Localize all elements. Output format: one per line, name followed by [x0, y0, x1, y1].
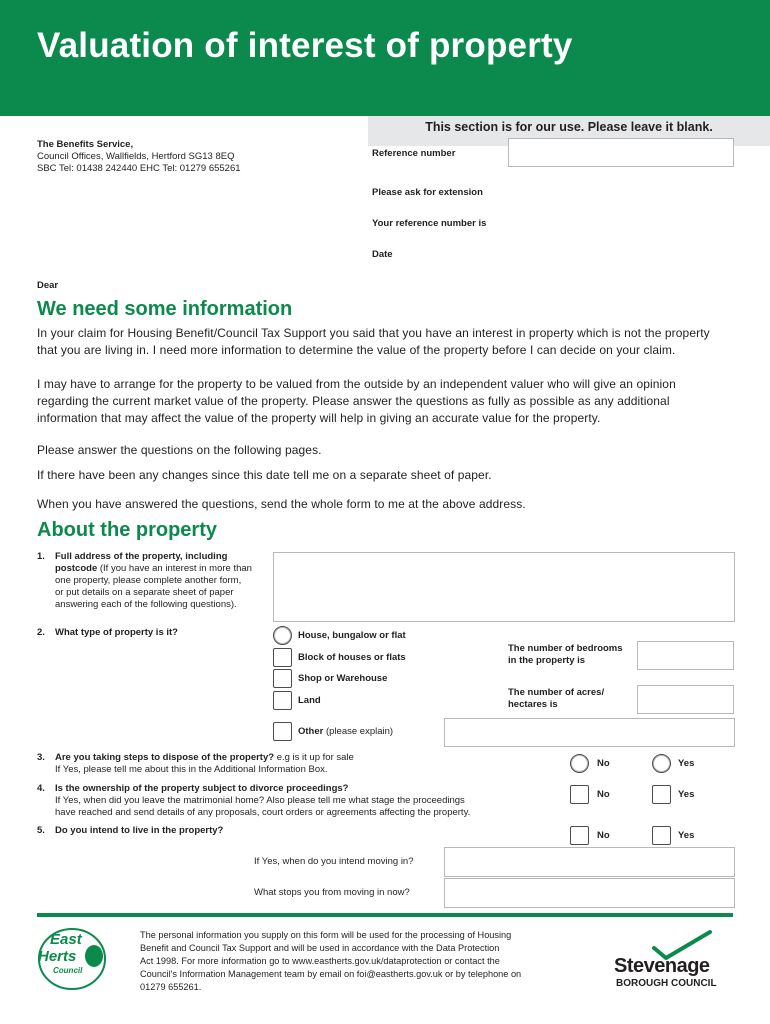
q4-no-checkbox[interactable]	[570, 785, 589, 804]
q3-no-label: No	[597, 758, 610, 769]
house-option-label: House, bungalow or flat	[298, 630, 406, 641]
paragraph-line: information that may affect the value of the property will help in giving an accurate value for the property.	[37, 411, 601, 425]
question-2-text: What type of property is it?	[55, 627, 178, 638]
other-explain-field[interactable]	[444, 718, 735, 747]
moving-when-field[interactable]	[444, 847, 735, 877]
block-option-label: Block of houses or flats	[298, 652, 406, 663]
office-use-title: This section is for our use. Please leave it blank.	[425, 120, 713, 134]
other-label-bold: Other	[298, 726, 324, 737]
page-title: Valuation of interest of property	[37, 26, 573, 65]
paragraph-line: When you have answered the questions, send the whole form to me at the above address.	[37, 497, 526, 511]
extension-label: Please ask for extension	[372, 187, 483, 198]
block-checkbox[interactable]	[273, 648, 292, 667]
east-herts-logo	[36, 926, 108, 992]
q1-line: one property, please complete another form,	[55, 575, 242, 586]
q1-line: Full address of the property, including	[55, 551, 228, 562]
q5-yes-label: Yes	[678, 830, 695, 841]
acres-label-line: The number of acres/	[508, 687, 605, 698]
salutation: Dear	[37, 280, 59, 291]
east-herts-logo-line2: Herts	[38, 948, 77, 965]
paragraph-line: If there have been any changes since this date tell me on a separate sheet of paper.	[37, 468, 492, 482]
q3-no-radio[interactable]	[570, 754, 589, 773]
date-label: Date	[372, 249, 393, 260]
shop-checkbox[interactable]	[273, 669, 292, 688]
q3-rest: e.g is it up for sale	[274, 752, 354, 763]
acres-label	[508, 687, 604, 711]
question-number: 1.	[37, 551, 45, 562]
question-5-text: Do you intend to live in the property?	[55, 825, 224, 836]
paragraph-line: In your claim for Housing Benefit/Council Tax Support you said that you have an interest in property which is not the property	[37, 326, 710, 340]
notice-line: Council's Information Management team by email on foi@eastherts.gov.uk or by telephone on	[140, 969, 522, 979]
house-radio[interactable]	[273, 626, 292, 645]
q3-yes-label: Yes	[678, 758, 695, 769]
notice-line: Benefit and Council Tax Support and will be used in accordance with the Data Protection	[140, 943, 500, 953]
paragraph-line: I may have to arrange for the property to be valued from the outside by an independent valuer who will give an opinion	[37, 377, 676, 391]
moving-stops-field[interactable]	[444, 878, 735, 908]
sender-name: The Benefits Service,	[37, 139, 134, 150]
acres-label-line: hectares is	[508, 699, 558, 710]
footer-rule	[37, 913, 733, 917]
notice-line: 01279 655261.	[140, 982, 202, 992]
q3-line	[55, 752, 525, 764]
bedrooms-label-line: The number of bedrooms	[508, 643, 623, 654]
q3-bold: Are you taking steps to dispose of the property?	[55, 752, 275, 763]
other-label-rest: (please explain)	[323, 726, 394, 737]
question-1-text	[55, 551, 273, 611]
land-checkbox[interactable]	[273, 691, 292, 710]
section-heading-information: We need some information	[37, 298, 293, 320]
bedrooms-label-line: in the property is	[508, 655, 586, 666]
question-number: 2.	[37, 627, 45, 638]
bedrooms-field[interactable]	[637, 641, 734, 670]
q3-yes-radio[interactable]	[652, 754, 671, 773]
reference-number-label: Reference number	[372, 148, 456, 159]
paragraph-line: Please answer the questions on the following pages.	[37, 443, 322, 457]
paragraph-line: that you are living in. I need more information to determine the value of the property before I can decide on your claim.	[37, 343, 676, 357]
q4-no-label: No	[597, 789, 610, 800]
data-protection-notice	[140, 929, 592, 994]
q1-line	[55, 563, 273, 575]
q1-postcode: postcode	[55, 563, 98, 574]
east-herts-logo-line1: East	[50, 931, 82, 948]
q5-no-label: No	[597, 830, 610, 841]
notice-line: Act 1998. For more information go to www.eastherts.gov.uk/dataprotection or contact the	[140, 956, 500, 966]
section-heading-property: About the property	[37, 519, 217, 541]
sender-address: Council Offices, Wallfields, Hertford SG13 8EQ	[37, 151, 235, 162]
paragraph-line: regarding the current market value of the property. Please answer the questions as fully as possible as any additional	[37, 394, 670, 408]
q4-line: If Yes, when did you leave the matrimonial home? Also please tell me what stage the proceedings	[55, 795, 465, 806]
other-checkbox[interactable]	[273, 722, 292, 741]
question-3-text	[55, 752, 525, 776]
notice-line: The personal information you supply on this form will be used for the processing of Housing	[140, 930, 512, 940]
east-herts-logo-line3: Council	[53, 966, 83, 975]
question-number: 4.	[37, 783, 45, 794]
q3-line: If Yes, please tell me about this in the Additional Information Box.	[55, 764, 328, 775]
q1-line: or put details on a separate sheet of paper	[55, 587, 234, 598]
land-option-label: Land	[298, 695, 321, 706]
q5-no-checkbox[interactable]	[570, 826, 589, 845]
stevenage-logo-line2: BOROUGH COUNCIL	[616, 978, 717, 989]
q1-line: answering each of the following questions).	[55, 599, 237, 610]
q1-line-rest: (If you have an interest in more than	[97, 563, 252, 574]
acres-field[interactable]	[637, 685, 734, 714]
q4-yes-checkbox[interactable]	[652, 785, 671, 804]
question-4-text	[55, 783, 555, 819]
bedrooms-label	[508, 643, 623, 667]
reference-number-field[interactable]	[508, 138, 734, 167]
q4-line: Is the ownership of the property subject to divorce proceedings?	[55, 783, 349, 794]
shop-option-label: Shop or Warehouse	[298, 673, 388, 684]
question-number: 5.	[37, 825, 45, 836]
stevenage-logo	[612, 930, 736, 992]
question-number: 3.	[37, 752, 45, 763]
q5-yes-checkbox[interactable]	[652, 826, 671, 845]
sender-phones: SBC Tel: 01438 242440 EHC Tel: 01279 655261	[37, 163, 241, 174]
other-option-label	[298, 726, 393, 738]
property-address-field[interactable]	[273, 552, 735, 622]
moving-stops-label: What stops you from moving in now?	[254, 887, 410, 898]
stevenage-logo-line1: Stevenage	[614, 955, 710, 977]
q4-line: have reached and send details of any proposals, court orders or agreements affecting the property.	[55, 807, 471, 818]
q4-yes-label: Yes	[678, 789, 695, 800]
moving-when-label: If Yes, when do you intend moving in?	[254, 856, 414, 867]
your-reference-label: Your reference number is	[372, 218, 487, 229]
